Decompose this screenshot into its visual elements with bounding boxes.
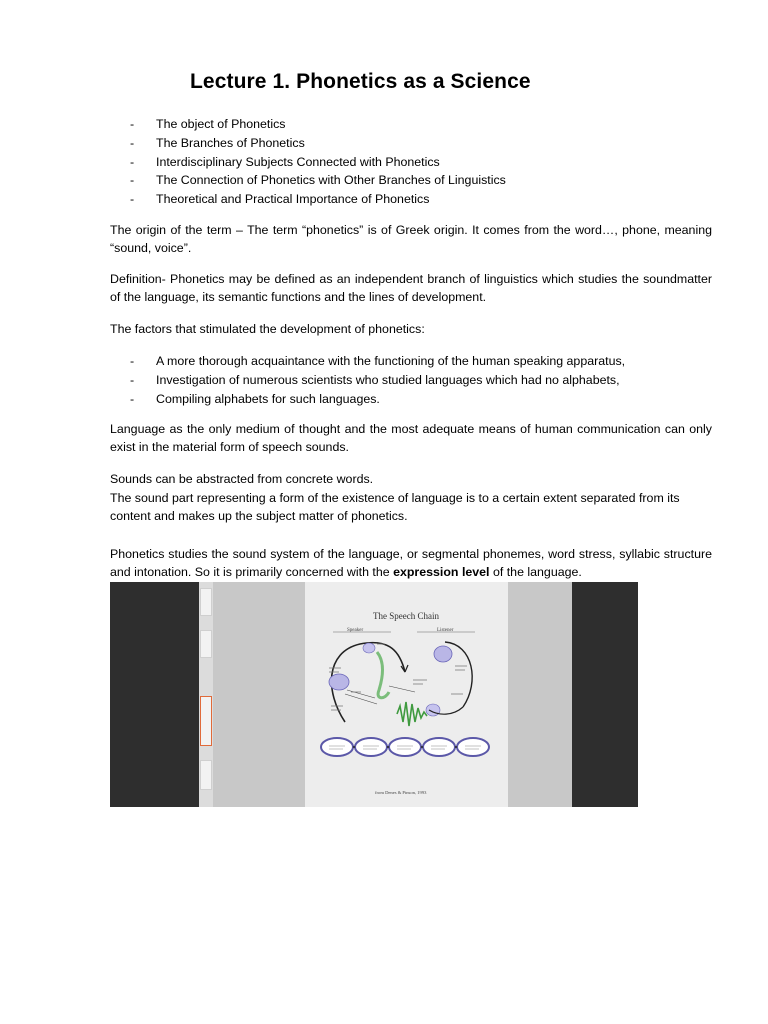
sounds-abstracted-line: Sounds can be abstracted from concrete words. [110, 472, 374, 486]
phonetics-studies-paragraph [110, 545, 712, 581]
factor-item-text: Investigation of numerous scientists who studied languages which had no alphabets, [156, 372, 620, 387]
outline-item-text: The Connection of Phonetics with Other Branches of Linguistics [156, 173, 506, 188]
bullet-dash: - [130, 135, 135, 150]
factor-item [130, 352, 625, 371]
expression-level-term: expression level [393, 565, 490, 579]
outline-item-text: Theoretical and Practical Importance of Phonetics [156, 192, 430, 207]
outline-item [130, 190, 506, 209]
page-title: Lecture 1. Phonetics as a Science [190, 70, 531, 93]
speech-chain-diagram [305, 582, 508, 807]
factor-item-text: Compiling alphabets for such languages. [156, 391, 380, 406]
studies-text-part1: Phonetics studies the sound system of the language, or segmental phonemes, word stress, syllabic structure and intonation. So it is primarily concerned with the [110, 547, 712, 579]
chain-level-node [457, 738, 489, 756]
editor-canvas-left [213, 582, 305, 807]
outline-item-text: The Branches of Phonetics [156, 135, 305, 150]
slide-thumbnail [200, 760, 212, 790]
bullet-dash: - [130, 173, 135, 188]
bullet-dash: - [130, 354, 135, 368]
factors-list [130, 352, 625, 408]
speaker-brain-icon [329, 674, 349, 690]
lecture-outline-list [130, 115, 506, 209]
outline-item [130, 153, 506, 172]
factor-item [130, 371, 625, 390]
chain-level-node [355, 738, 387, 756]
slide-canvas [305, 582, 508, 807]
sound-wave-icon [397, 702, 427, 726]
bullet-dash: - [130, 391, 135, 406]
outline-item [130, 115, 506, 134]
outline-item [130, 171, 506, 190]
bullet-dash: - [130, 117, 135, 131]
outline-item-text: The object of Phonetics [156, 117, 286, 131]
bullet-dash: - [130, 372, 135, 387]
definition-paragraph: Definition- Phonetics may be defined as an independent branch of linguistics which studies the soundmatter of the language, its semantic functions and the lines of development. [110, 272, 712, 304]
speaker-ear-icon [363, 643, 375, 653]
vocal-tract-shape [377, 652, 389, 698]
outline-item [130, 134, 506, 153]
listener-ear-icon [426, 704, 440, 716]
editor-canvas-right [508, 582, 572, 807]
listener-label: Listener [437, 628, 454, 633]
bullet-dash: - [130, 192, 135, 207]
slide-thumbnail [200, 588, 212, 616]
slide-thumbnails [200, 582, 212, 807]
figure-caption: from Denes & Pinson, 1993 [375, 790, 427, 795]
chain-level-node [389, 738, 421, 756]
chain-level-node [423, 738, 455, 756]
speech-chain-screenshot [110, 582, 638, 807]
bullet-dash: - [130, 154, 135, 169]
sound-part-paragraph: The sound part representing a form of the existence of language is to a certain extent separated from its content and makes up the subject matter of phonetics. [110, 491, 680, 523]
figure-title: The Speech Chain [373, 611, 439, 621]
listener-brain-icon [434, 646, 452, 662]
outline-item-text: Interdisciplinary Subjects Connected with Phonetics [156, 154, 440, 169]
studies-text-part2: of the language. [489, 565, 582, 579]
language-paragraph: Language as the only medium of thought and the most adequate means of human communication can only exist in the material form of speech sounds. [110, 422, 712, 454]
speaker-label: Speaker [347, 628, 364, 633]
speech-chain-levels [321, 738, 489, 756]
factor-item-text: A more thorough acquaintance with the functioning of the human speaking apparatus, [156, 354, 626, 368]
factor-item [130, 390, 625, 409]
factors-intro: The factors that stimulated the development of phonetics: [110, 322, 425, 336]
origin-paragraph: The origin of the term – The term “phonetics” is of Greek origin. It comes from the word…, phone, meaning “sound, voice”. [110, 223, 712, 255]
chain-level-node [321, 738, 353, 756]
slide-thumbnail-selected [200, 696, 212, 746]
slide-thumbnail [200, 630, 212, 658]
